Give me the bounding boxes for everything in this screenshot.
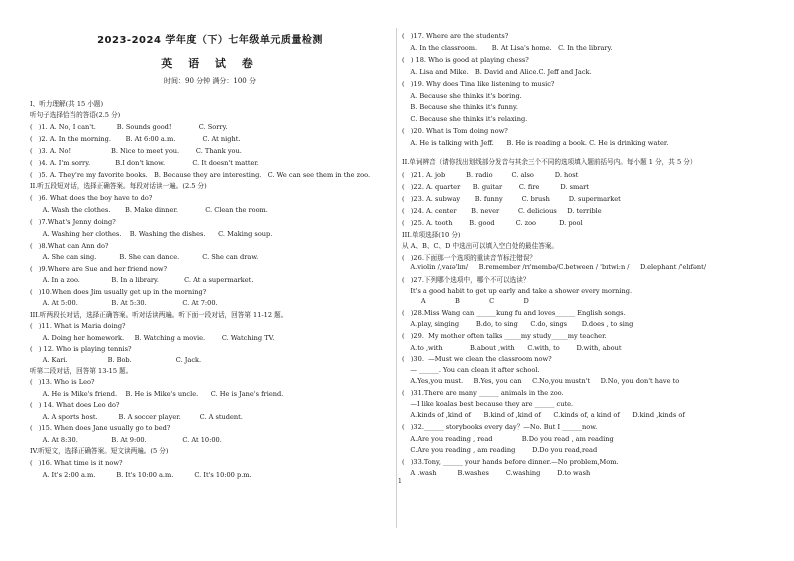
question-line: IV.听短文，选择正确答案。短文读两遍。(5 分) — [30, 447, 169, 455]
question-line: ( )11. What is Maria doing? — [30, 322, 126, 330]
page-subtitle: 英 语 试 卷 — [161, 57, 259, 70]
question-line: ( )19. Why does Tina like listening to music? — [402, 80, 555, 88]
question-line: A.play, singing B.do, to sing C.do, sings D.does , to sing — [402, 320, 634, 328]
question-line: ( )28.Miss Wang can ______kung fu and loves______ English songs. — [402, 309, 626, 317]
question-line: A.to ,with B.about ,with C.with, to D.with, about — [402, 344, 622, 352]
question-line: A. He is talking with Jeff. B. He is reading a book. C. He is drinking water. — [402, 139, 669, 147]
question-line: A. At 8:30. B. At 9:00. C. At 10:00. — [30, 436, 222, 444]
page-number: 1 — [398, 478, 402, 485]
question-line: ( ) 18. Who is good at playing chess? — [402, 56, 529, 64]
question-line: ( )4. A. I'm sorry. B.I don't know. C. It doesn't matter. — [30, 159, 259, 167]
question-line: ( )20. What is Tom doing now? — [402, 127, 508, 135]
question-line: A.violin /,vaɪə'lɪn/ B.remember /rɪ'membə/C.between / 'bɪtwiːn / D.elephant /'elɪfənt/ — [402, 263, 707, 271]
question-line: A. In a zoo. B. In a library. C. At a supermarket. — [30, 276, 254, 284]
question-line: ( )26.下面那一个选项的重读音节标注错误？ — [402, 254, 537, 262]
question-line: II.听五段短对话，选择正确答案。每段对话读一遍。(2.5 分) — [30, 182, 207, 190]
left-column — [30, 0, 390, 561]
question-line: —I like koalas best because they are ______ cute. — [402, 400, 574, 408]
question-line: ( ) 12. Who is playing tennis? — [30, 345, 132, 353]
question-line: A.Yes,you must. B.Yes, you can C.No,you mustn't D.No, you don't have to — [402, 377, 680, 385]
question-line: A. At 5:00. B. At 5:30. C. At 7:00. — [30, 299, 218, 307]
question-line: III.单项选择(10 分) — [402, 231, 461, 239]
question-line: II.单词辨音（请你找出划线部分发音与其余三个不同的选项填入题前括号内。每小题 1 分，共 5 分） — [402, 158, 697, 166]
question-line: 从 A、B、C、D 中选出可以填入空白处的最佳答案。 — [402, 242, 559, 250]
question-line: ( )32.______ storybooks every day？—No. But I ______now. — [402, 423, 598, 431]
question-line: A. She can sing. B. She can dance. C. She can draw. — [30, 253, 259, 261]
question-line: A. It's 2:00 a.m. B. It's 10:00 a.m. C. It's 10:00 p.m. — [30, 471, 252, 479]
question-line: ( )7.What's Jenny doing? — [30, 218, 116, 226]
question-line: ( )15. When does Jane usually go to bed? — [30, 424, 171, 432]
question-line: ( )9.Where are Sue and her friend now? — [30, 265, 168, 273]
question-line: ( )8.What can Ann do? — [30, 242, 109, 250]
question-line: A. He is Mike's friend. B. He is Mike's uncle. C. He is Jane's friend. — [30, 390, 284, 398]
question-line: ( )30. —Must we clean the classroom now? — [402, 355, 552, 363]
question-line: — ______. You can clean it after school. — [402, 366, 540, 374]
question-line: C. Because she thinks it's relaxing. — [402, 115, 528, 123]
question-line: ( )29. My mother often talks _____my study_____my teacher. — [402, 332, 607, 340]
question-line: A. Wash the clothes. B. Make dinner. C. Clean the room. — [30, 206, 268, 214]
question-line: A. Doing her homework. B. Watching a movie. C. Watching TV. — [30, 334, 275, 342]
question-line: ( )24. A. center B. never C. delicious D. terrible — [402, 207, 602, 215]
question-line: C.Are you reading , am reading D.Do you read,read — [402, 446, 598, 454]
question-line: ( ) 14. What does Leo do? — [30, 401, 120, 409]
question-line: A. In the classroom. B. At Lisa's home. C. In the library. — [402, 44, 613, 52]
question-line: ( )31.There are many ______ animals in the zoo. — [402, 389, 564, 397]
question-line: ( )33.Tony, ______ your hands before dinner.—No problem,Mom. — [402, 458, 619, 466]
question-line: A.kinds of ,kind of B.kind of ,kind of C.kinds of, a kind of D.kind ,kinds of — [402, 411, 685, 419]
question-line: ( )6. What does the boy have to do? — [30, 194, 153, 202]
question-line: ( )3. A. No! B. Nice to meet you. C. Thank you. — [30, 147, 242, 155]
question-line: A.Are you reading , read B.Do you read , am reading — [402, 435, 614, 443]
question-line: III.听两段长对话，选择正确答案。听对话读两遍。听下面一段对话，回答第 11-12 题。 — [30, 311, 288, 319]
question-line: B. Because she thinks it's funny. — [402, 103, 518, 111]
question-line: 听句子选择恰当的答语(2.5 分) — [30, 111, 121, 119]
page-title: 2023-2024 学年度（下）七年级单元质量检测 — [97, 35, 323, 46]
question-line: It's a good habit to get up early and take a shower every morning. — [402, 287, 633, 295]
question-line: 听第二段对话，回答第 13-15 题。 — [30, 367, 133, 375]
question-line: ( )16. What time is it now? — [30, 459, 123, 467]
question-line: ( )10.When does Jim usually get up in the morning? — [30, 288, 207, 296]
question-line: ( )17. Where are the students? — [402, 32, 509, 40]
question-line: A B C D — [402, 297, 529, 305]
question-line: ( )2. A. In the morning. B. At 6:00 a.m. C. At night. — [30, 135, 241, 143]
question-line: A. Washing her clothes. B. Washing the dishes. C. Making soup. — [30, 230, 273, 238]
right-column — [402, 0, 772, 561]
question-line: A. A sports host. B. A soccer player. C. A student. — [30, 413, 243, 421]
question-line: ( )1. A. No, I can't. B. Sounds good! C. Sorry. — [30, 123, 228, 131]
question-line: ( )5. A. They're my favorite books. B. Because they are interesting. C. We can see them in the zoo. — [30, 171, 371, 179]
question-line: A. Because she thinks it's boring. — [402, 92, 522, 100]
question-line: ( )27.下列哪个选项中，哪个不可以选读？ — [402, 276, 530, 284]
question-line: ( )25. A. tooth B. good C. zoo D. pool — [402, 219, 583, 227]
question-line: I、听力理解(共 15 小题) — [30, 100, 104, 108]
question-line: ( )13. Who is Leo? — [30, 378, 95, 386]
exam-meta: 时间：90 分钟 满分：100 分 — [164, 77, 256, 85]
question-line: A. Kari. B. Bob. C. Jack. — [30, 356, 202, 364]
question-line: ( )23. A. subway B. funny C. brush D. supermarket — [402, 195, 621, 203]
question-line: ( )22. A. quarter B. guitar C. fire D. smart — [402, 183, 589, 191]
question-line: A. Lisa and Mike. B. David and Alice.C. Jeff and Jack. — [402, 68, 592, 76]
column-divider — [396, 28, 397, 528]
question-line: ( )21. A. job B. radio C. also D. host — [402, 171, 579, 179]
question-line: A .wash B.washes C.washing D.to wash — [402, 469, 591, 477]
